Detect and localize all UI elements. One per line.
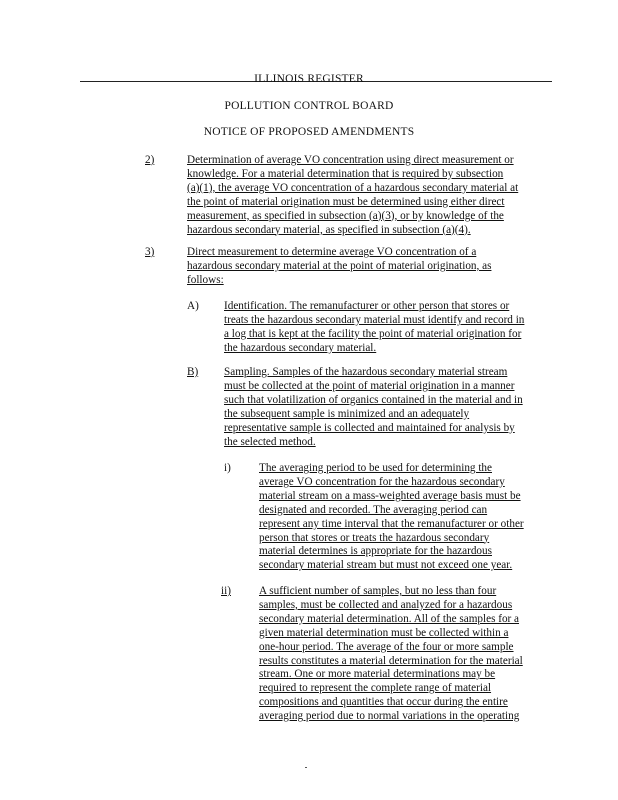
text-line: material stream on a mass-weighted average basis must be <box>259 489 521 502</box>
item-number: 2) <box>145 154 155 166</box>
subsubitem-number: i) <box>224 462 231 474</box>
text-line: a log that is kept at the facility the point of material origination for <box>224 327 522 340</box>
subsubitem-ii-paragraph <box>259 585 523 724</box>
text-line: the point of material origination must be determined using either direct <box>187 195 505 208</box>
text-line: the hazardous secondary material. <box>224 341 377 354</box>
subitem-number: A) <box>187 300 199 312</box>
text-line: person that stores or treats the hazardous secondary <box>259 531 490 544</box>
notice-title: NOTICE OF PROPOSED AMENDMENTS <box>203 126 415 138</box>
subsubitem-number: ii) <box>221 585 231 597</box>
text-line: material determines is appropriate for the hazardous <box>259 545 492 558</box>
subitem-b-paragraph <box>224 366 523 449</box>
text-line: average VO concentration for the hazardous secondary <box>259 475 505 488</box>
subitem-number: B) <box>187 366 199 378</box>
item-3-paragraph <box>187 246 491 288</box>
text-line: the subsequent sample is minimized and an adequately <box>224 407 470 420</box>
text-line: follows: <box>187 273 224 286</box>
text-line: designated and recorded. The averaging period can <box>259 503 488 516</box>
text-line: compositions and quantities that occur during the entire <box>259 696 508 709</box>
text-line: A sufficient number of samples, but no less than four <box>259 585 497 597</box>
text-line: the selected method. <box>224 435 316 448</box>
text-line: secondary material determination. All of the samples for a <box>259 612 520 625</box>
item-2-paragraph <box>187 154 518 237</box>
item-number: 3) <box>145 246 155 258</box>
text-line: The averaging period to be used for determining the <box>259 462 492 474</box>
text-line: must be collected at the point of material origination in a manner <box>224 379 515 392</box>
text-line: measurement, as specified in subsection (a)(3), or by knowledge of the <box>187 209 504 222</box>
text-line: hazardous secondary material at the point of material origination, as <box>187 259 492 272</box>
text-line: results constitutes a material determination for the material <box>259 654 523 667</box>
text-line: Sampling. Samples of the hazardous secondary material stream <box>224 366 508 378</box>
text-line: stream. One or more material determinations may be <box>259 668 496 681</box>
text-line: (a)(1), the average VO concentration of a hazardous secondary material at <box>187 181 519 194</box>
text-line: represent any time interval that the remanufacturer or other <box>259 517 524 530</box>
text-line: secondary material stream but must not exceed one year. <box>259 559 513 572</box>
text-line: Identification. The remanufacturer or other person that stores or <box>224 300 510 312</box>
text-line: knowledge. For a material determination that is required by subsection <box>187 167 504 180</box>
text-line: averaging period due to normal variations in the operating <box>259 710 520 723</box>
text-line: treats the hazardous secondary material must identify and record in <box>224 313 525 326</box>
text-line: such that volatilization of organics contained in the material and in <box>224 393 523 406</box>
text-line: Direct measurement to determine average VO concentration of a <box>187 246 477 258</box>
subitem-a-paragraph <box>224 300 524 356</box>
text-line: samples, must be collected and analyzed for a hazardous <box>259 598 513 611</box>
text-line: representative sample is collected and maintained for analysis by <box>224 421 515 434</box>
subsubitem-i-paragraph <box>259 462 524 573</box>
text-line: one-hour period. The average of the four or more sample <box>259 640 514 653</box>
agency-title: POLLUTION CONTROL BOARD <box>224 100 394 112</box>
register-title: ILLINOIS REGISTER <box>254 73 364 85</box>
text-line: given material determination must be collected within a <box>259 626 509 639</box>
text-line: Determination of average VO concentration using direct measurement or <box>187 154 514 166</box>
text-line: required to represent the complete range of material <box>259 682 492 695</box>
text-line: hazardous secondary material, as specified in subsection (a)(4). <box>187 223 471 236</box>
scan-speck <box>305 767 307 768</box>
